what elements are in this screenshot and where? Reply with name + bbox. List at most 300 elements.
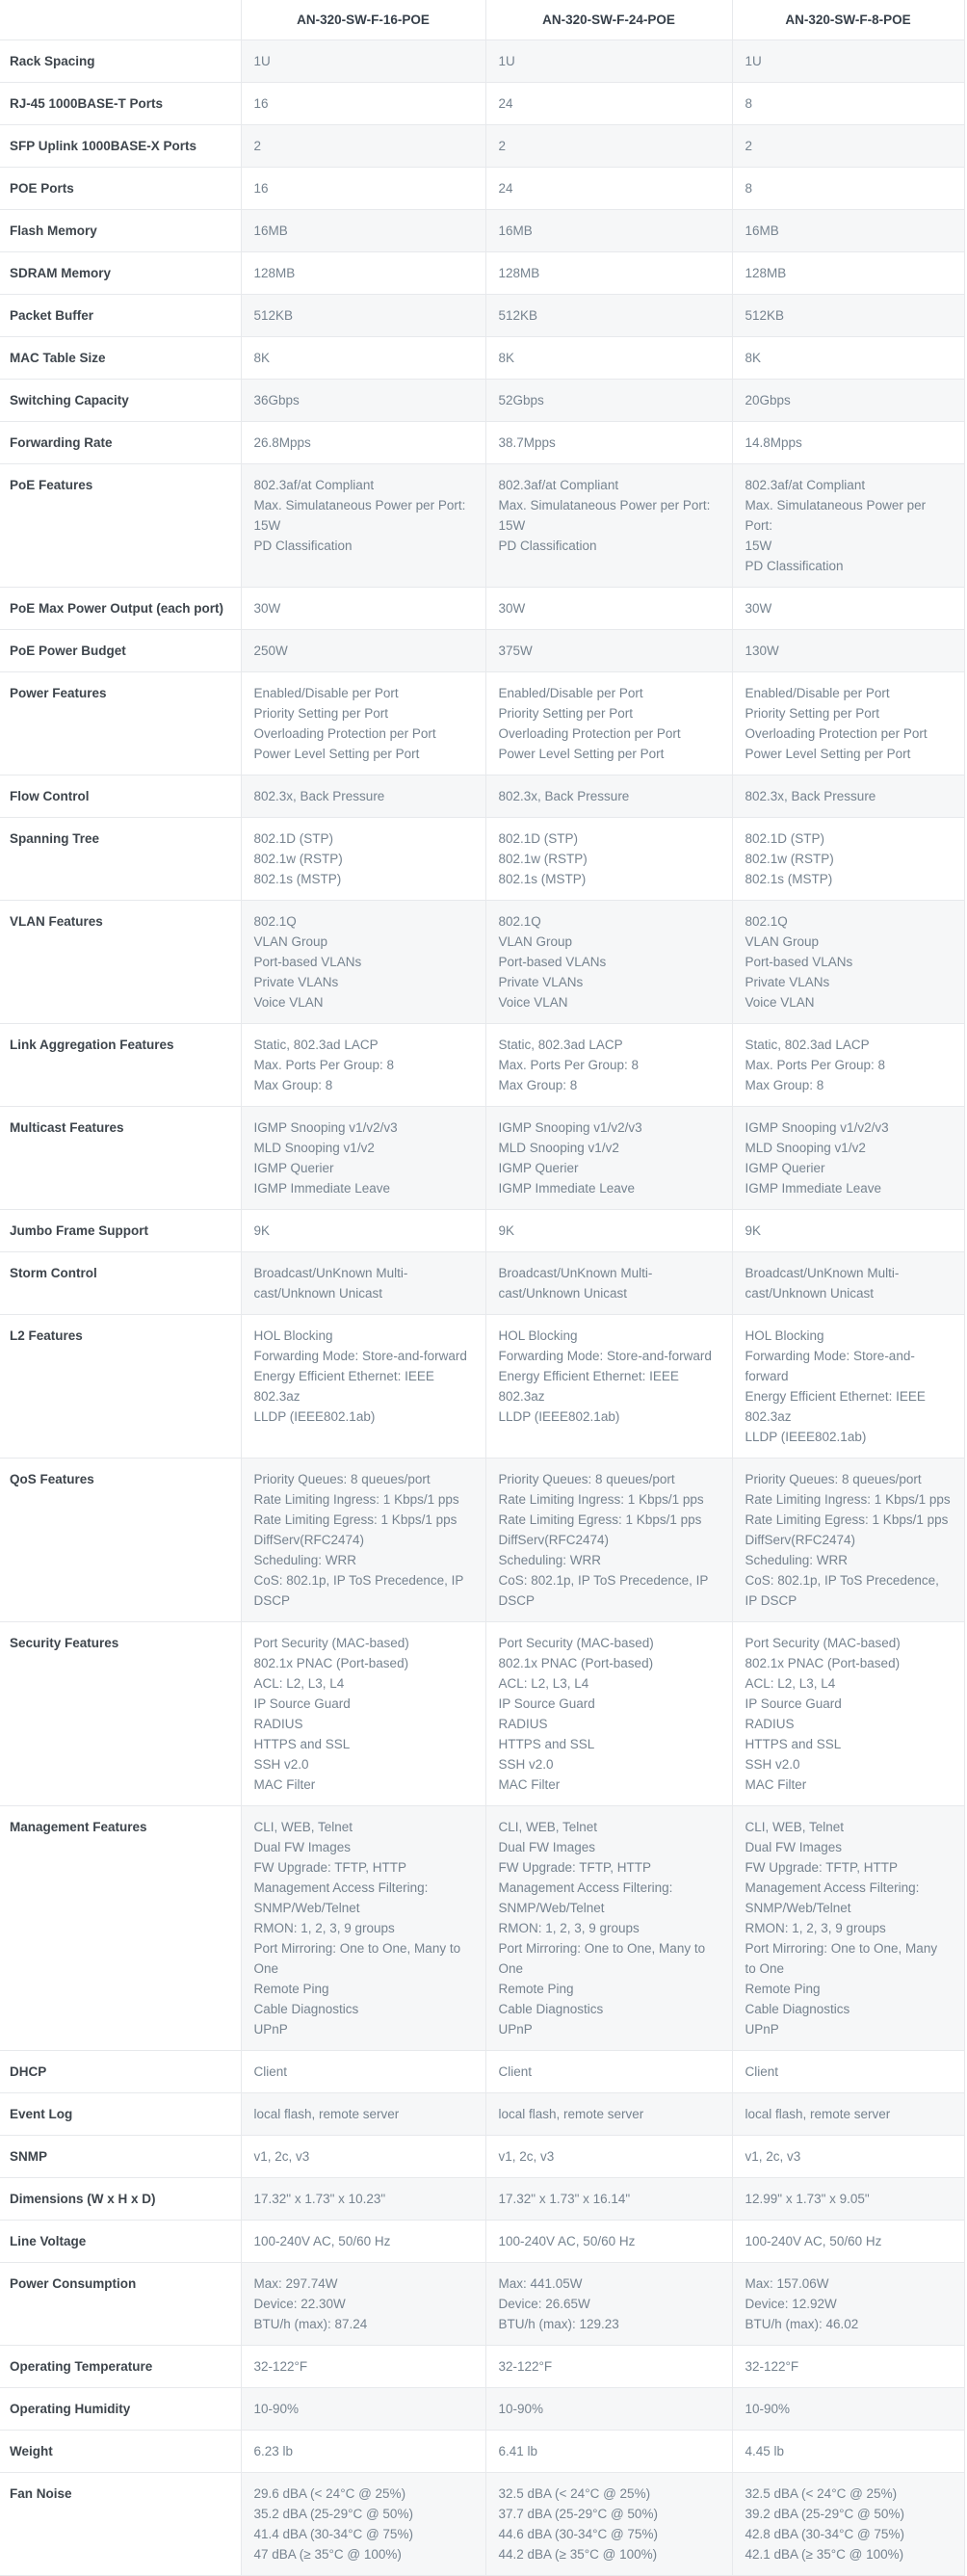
spec-cell-line: CoS: 802.1p, IP ToS Precedence, IP DSCP bbox=[498, 1573, 709, 1608]
spec-cell bbox=[241, 2346, 485, 2388]
row-label: POE Ports bbox=[0, 168, 241, 210]
spec-cell-line: SSH v2.0 bbox=[253, 1757, 309, 1772]
spec-cell bbox=[485, 1024, 732, 1107]
row-label: L2 Features bbox=[0, 1315, 241, 1459]
spec-cell-line: Device: 22.30W bbox=[253, 2297, 346, 2311]
spec-cell-line: Power Level Setting per Port bbox=[745, 747, 911, 761]
spec-cell-line: MLD Snooping v1/v2 bbox=[253, 1141, 375, 1155]
spec-cell-line: Priority Queues: 8 queues/port bbox=[745, 1472, 922, 1486]
row-label: Security Features bbox=[0, 1622, 241, 1806]
spec-cell bbox=[732, 2178, 964, 2221]
spec-cell bbox=[241, 1252, 485, 1315]
spec-cell-line: 8K bbox=[498, 351, 515, 365]
row-label: PoE Features bbox=[0, 464, 241, 588]
spec-cell-line: 20Gbps bbox=[745, 393, 791, 407]
spec-cell-line: ACL: L2, L3, L4 bbox=[498, 1676, 589, 1691]
spec-cell bbox=[485, 1252, 732, 1315]
spec-cell-line: HOL Blocking bbox=[498, 1328, 578, 1343]
spec-cell-line: 6.41 lb bbox=[498, 2444, 538, 2458]
spec-cell-line: 8K bbox=[253, 351, 271, 365]
row-label: PoE Power Budget bbox=[0, 630, 241, 672]
spec-cell-line: ACL: L2, L3, L4 bbox=[745, 1676, 836, 1691]
table-row bbox=[0, 672, 964, 775]
row-label: Operating Humidity bbox=[0, 2388, 241, 2431]
spec-cell-line: RADIUS bbox=[498, 1717, 548, 1731]
spec-cell-line: MAC Filter bbox=[498, 1777, 561, 1792]
table-row bbox=[0, 2051, 964, 2093]
spec-cell-line: DiffServ(RFC2474) bbox=[498, 1533, 610, 1547]
spec-cell-line: 512KB bbox=[745, 308, 785, 323]
spec-cell-line: Scheduling: WRR bbox=[745, 1553, 849, 1567]
spec-cell-line: Rate Limiting Egress: 1 Kbps/1 pps bbox=[498, 1512, 702, 1527]
spec-cell bbox=[732, 125, 964, 168]
row-label: Link Aggregation Features bbox=[0, 1024, 241, 1107]
spec-cell-line: 2 bbox=[745, 139, 753, 153]
spec-cell-line: local flash, remote server bbox=[745, 2107, 891, 2121]
spec-cell bbox=[732, 337, 964, 380]
row-label: Spanning Tree bbox=[0, 818, 241, 901]
row-label: RJ-45 1000BASE-T Ports bbox=[0, 83, 241, 125]
table-row bbox=[0, 2473, 964, 2576]
spec-cell-line: 8 bbox=[745, 181, 753, 196]
spec-cell-line: CoS: 802.1p, IP ToS Precedence, IP DSCP bbox=[253, 1573, 464, 1608]
row-label: VLAN Features bbox=[0, 901, 241, 1024]
spec-cell bbox=[241, 2431, 485, 2473]
spec-cell-line: Voice VLAN bbox=[253, 995, 324, 1010]
table-row bbox=[0, 210, 964, 252]
spec-cell-line: 35.2 dBA (25-29°C @ 50%) bbox=[253, 2507, 413, 2521]
spec-cell bbox=[485, 1315, 732, 1459]
spec-cell-line: Remote Ping bbox=[498, 1982, 574, 1996]
column-header: AN-320-SW-F-24-POE bbox=[485, 0, 732, 40]
spec-cell-line: 8 bbox=[745, 96, 753, 111]
spec-cell-line: IGMP Immediate Leave bbox=[498, 1181, 636, 1196]
spec-cell-line: Port Mirroring: One to One, Many to One bbox=[498, 1941, 706, 1976]
table-row bbox=[0, 2346, 964, 2388]
spec-cell bbox=[732, 252, 964, 295]
spec-cell-line: 14.8Mpps bbox=[745, 435, 802, 450]
spec-cell-line: 802.3af/at Compliant bbox=[745, 478, 866, 492]
spec-cell-line: IP Source Guard bbox=[745, 1696, 842, 1711]
spec-cell bbox=[485, 464, 732, 588]
spec-cell-line: Max Group: 8 bbox=[253, 1078, 333, 1092]
row-label: PoE Max Power Output (each port) bbox=[0, 588, 241, 630]
spec-cell bbox=[485, 83, 732, 125]
spec-cell bbox=[241, 2388, 485, 2431]
spec-cell-line: Rate Limiting Egress: 1 Kbps/1 pps bbox=[253, 1512, 457, 1527]
spec-cell-line: 44.2 dBA (≥ 35°C @ 100%) bbox=[498, 2547, 658, 2562]
row-label: MAC Table Size bbox=[0, 337, 241, 380]
spec-cell-line: VLAN Group bbox=[498, 934, 573, 949]
spec-cell-line: 802.3x, Back Pressure bbox=[498, 789, 630, 803]
row-label: SFP Uplink 1000BASE-X Ports bbox=[0, 125, 241, 168]
table-row bbox=[0, 630, 964, 672]
table-row bbox=[0, 125, 964, 168]
spec-cell-line: 24 bbox=[498, 96, 513, 111]
table-row bbox=[0, 40, 964, 83]
spec-cell-line: RADIUS bbox=[253, 1717, 303, 1731]
spec-cell bbox=[485, 2221, 732, 2263]
spec-cell-line: Port Security (MAC-based) bbox=[498, 1636, 654, 1650]
spec-cell-line: HOL Blocking bbox=[745, 1328, 824, 1343]
spec-cell-line: 512KB bbox=[253, 308, 294, 323]
spec-cell-line: Remote Ping bbox=[253, 1982, 329, 1996]
spec-cell-line: Rate Limiting Ingress: 1 Kbps/1 pps bbox=[253, 1492, 459, 1507]
table-row bbox=[0, 380, 964, 422]
spec-cell-line: PD Classification bbox=[745, 559, 844, 573]
spec-cell-line: 36Gbps bbox=[253, 393, 300, 407]
spec-cell-line: MLD Snooping v1/v2 bbox=[498, 1141, 619, 1155]
spec-cell bbox=[732, 630, 964, 672]
spec-cell-line: RADIUS bbox=[745, 1717, 795, 1731]
spec-cell-line: LLDP (IEEE802.1ab) bbox=[745, 1430, 867, 1444]
spec-cell bbox=[241, 1459, 485, 1622]
spec-cell-line: Max Group: 8 bbox=[745, 1078, 824, 1092]
spec-cell bbox=[241, 83, 485, 125]
spec-cell-line: 30W bbox=[498, 601, 526, 616]
spec-cell-line: Remote Ping bbox=[745, 1982, 821, 1996]
spec-cell-line: Port Security (MAC-based) bbox=[253, 1636, 409, 1650]
spec-cell bbox=[732, 1622, 964, 1806]
spec-cell-line: 128MB bbox=[498, 266, 540, 280]
spec-cell bbox=[485, 252, 732, 295]
spec-cell-line: BTU/h (max): 87.24 bbox=[253, 2317, 368, 2331]
spec-cell-line: 6.23 lb bbox=[253, 2444, 294, 2458]
spec-cell-line: 802.3af/at Compliant bbox=[253, 478, 375, 492]
spec-cell-line: Max. Ports Per Group: 8 bbox=[745, 1058, 886, 1072]
spec-cell bbox=[485, 210, 732, 252]
spec-cell-line: FW Upgrade: TFTP, HTTP bbox=[498, 1860, 652, 1875]
spec-cell bbox=[485, 1459, 732, 1622]
spec-cell-line: 802.1D (STP) bbox=[745, 831, 825, 846]
spec-cell-line: 1U bbox=[498, 54, 515, 68]
spec-cell-line: 16 bbox=[253, 96, 269, 111]
spec-cell-line: 802.1w (RSTP) bbox=[745, 852, 834, 866]
spec-cell bbox=[732, 83, 964, 125]
spec-cell bbox=[485, 2346, 732, 2388]
spec-cell-line: Priority Setting per Port bbox=[498, 706, 634, 721]
spec-cell-line: local flash, remote server bbox=[253, 2107, 400, 2121]
spec-cell bbox=[485, 775, 732, 818]
spec-cell-line: 16MB bbox=[498, 223, 533, 238]
spec-cell-line: Max: 157.06W bbox=[745, 2276, 829, 2291]
table-row bbox=[0, 1315, 964, 1459]
table-row bbox=[0, 1806, 964, 2051]
spec-cell-line: 32.5 dBA (< 24°C @ 25%) bbox=[745, 2486, 898, 2501]
spec-cell-line: 15W bbox=[745, 539, 772, 553]
spec-cell bbox=[241, 2093, 485, 2136]
spec-cell-line: 802.1Q bbox=[745, 914, 788, 929]
spec-cell-line: 16 bbox=[253, 181, 269, 196]
spec-cell-line: 802.1x PNAC (Port-based) bbox=[745, 1656, 901, 1670]
spec-cell-line: Static, 802.3ad LACP bbox=[745, 1038, 870, 1052]
spec-cell bbox=[241, 380, 485, 422]
spec-cell-line: RMON: 1, 2, 3, 9 groups bbox=[745, 1921, 886, 1935]
spec-cell bbox=[732, 40, 964, 83]
spec-cell-line: IGMP Snooping v1/v2/v3 bbox=[498, 1120, 642, 1135]
spec-cell-line: Scheduling: WRR bbox=[253, 1553, 357, 1567]
spec-cell-line: IP Source Guard bbox=[253, 1696, 351, 1711]
spec-cell bbox=[485, 168, 732, 210]
table-row bbox=[0, 1252, 964, 1315]
row-label: SNMP bbox=[0, 2136, 241, 2178]
spec-cell-line: 802.1w (RSTP) bbox=[498, 852, 588, 866]
spec-cell-line: Cable Diagnostics bbox=[745, 2002, 850, 2016]
spec-cell-line: 802.1x PNAC (Port-based) bbox=[253, 1656, 409, 1670]
spec-cell-line: 16MB bbox=[745, 223, 779, 238]
spec-cell-line: Overloading Protection per Port bbox=[745, 726, 928, 741]
spec-cell-line: 10-90% bbox=[498, 2402, 544, 2416]
spec-cell-line: HTTPS and SSL bbox=[498, 1737, 595, 1751]
row-label: Operating Temperature bbox=[0, 2346, 241, 2388]
spec-cell-line: Broadcast/UnKnown Multi-cast/Unknown Unicast bbox=[498, 1266, 653, 1301]
spec-cell-line: Cable Diagnostics bbox=[498, 2002, 604, 2016]
spec-cell-line: Management Access Filtering: SNMP/Web/Telnet bbox=[745, 1880, 920, 1915]
spec-cell bbox=[732, 2431, 964, 2473]
row-label: Flow Control bbox=[0, 775, 241, 818]
column-header: AN-320-SW-F-16-POE bbox=[241, 0, 485, 40]
spec-cell-line: 130W bbox=[745, 644, 779, 658]
spec-cell-line: Max. Simulataneous Power per Port: bbox=[498, 498, 711, 513]
spec-cell-line: 4.45 lb bbox=[745, 2444, 785, 2458]
spec-cell bbox=[241, 2263, 485, 2346]
spec-cell bbox=[732, 2473, 964, 2576]
spec-cell-line: Broadcast/UnKnown Multi-cast/Unknown Unicast bbox=[745, 1266, 900, 1301]
spec-cell bbox=[732, 1315, 964, 1459]
row-label: Multicast Features bbox=[0, 1107, 241, 1210]
spec-cell bbox=[241, 588, 485, 630]
spec-cell-line: Port-based VLANs bbox=[253, 955, 362, 969]
spec-cell bbox=[241, 901, 485, 1024]
spec-cell-line: 802.1w (RSTP) bbox=[253, 852, 343, 866]
spec-cell-line: MAC Filter bbox=[745, 1777, 807, 1792]
spec-cell-line: 100-240V AC, 50/60 Hz bbox=[745, 2234, 882, 2248]
spec-cell-line: RMON: 1, 2, 3, 9 groups bbox=[498, 1921, 640, 1935]
spec-cell bbox=[241, 2051, 485, 2093]
spec-cell-line: MLD Snooping v1/v2 bbox=[745, 1141, 866, 1155]
spec-cell bbox=[485, 2136, 732, 2178]
spec-cell bbox=[732, 464, 964, 588]
spec-cell bbox=[241, 125, 485, 168]
spec-cell bbox=[241, 1806, 485, 2051]
spec-cell bbox=[732, 2346, 964, 2388]
spec-cell bbox=[485, 380, 732, 422]
spec-cell-line: Rate Limiting Ingress: 1 Kbps/1 pps bbox=[745, 1492, 951, 1507]
spec-cell bbox=[241, 2221, 485, 2263]
spec-cell-line: Port-based VLANs bbox=[498, 955, 607, 969]
spec-cell-line: 30W bbox=[253, 601, 281, 616]
spec-cell-line: Forwarding Mode: Store-and-forward bbox=[745, 1349, 915, 1383]
spec-cell-line: 1U bbox=[745, 54, 762, 68]
spec-cell-line: 52Gbps bbox=[498, 393, 544, 407]
spec-cell bbox=[485, 672, 732, 775]
table-row bbox=[0, 422, 964, 464]
spec-cell bbox=[485, 2388, 732, 2431]
spec-cell-line: 9K bbox=[253, 1223, 271, 1238]
spec-cell-line: Port-based VLANs bbox=[745, 955, 853, 969]
row-label: Power Consumption bbox=[0, 2263, 241, 2346]
spec-cell-line: IGMP Querier bbox=[745, 1161, 825, 1175]
spec-cell-line: Management Access Filtering: SNMP/Web/Telnet bbox=[253, 1880, 429, 1915]
table-row bbox=[0, 2136, 964, 2178]
spec-cell-line: LLDP (IEEE802.1ab) bbox=[498, 1409, 620, 1424]
table-row bbox=[0, 1210, 964, 1252]
spec-cell-line: Client bbox=[745, 2064, 779, 2079]
spec-cell-line: IGMP Immediate Leave bbox=[745, 1181, 882, 1196]
spec-cell bbox=[241, 1315, 485, 1459]
spec-cell bbox=[732, 1252, 964, 1315]
spec-cell-line: Voice VLAN bbox=[498, 995, 568, 1010]
spec-cell-line: 802.3x, Back Pressure bbox=[253, 789, 385, 803]
spec-cell-line: 17.32" x 1.73" x 16.14" bbox=[498, 2192, 631, 2206]
spec-cell bbox=[241, 295, 485, 337]
row-label: Dimensions (W x H x D) bbox=[0, 2178, 241, 2221]
spec-cell-line: v1, 2c, v3 bbox=[253, 2149, 310, 2164]
spec-cell-line: v1, 2c, v3 bbox=[498, 2149, 555, 2164]
table-row bbox=[0, 2388, 964, 2431]
spec-cell bbox=[732, 2221, 964, 2263]
spec-cell-line: CLI, WEB, Telnet bbox=[745, 1820, 845, 1834]
spec-cell-line: Static, 802.3ad LACP bbox=[253, 1038, 379, 1052]
spec-cell-line: Max. Ports Per Group: 8 bbox=[498, 1058, 640, 1072]
spec-cell bbox=[485, 1107, 732, 1210]
spec-cell bbox=[732, 2388, 964, 2431]
spec-cell bbox=[732, 2136, 964, 2178]
column-header: AN-320-SW-F-8-POE bbox=[732, 0, 964, 40]
spec-cell-line: Max: 441.05W bbox=[498, 2276, 583, 2291]
spec-cell-line: 15W bbox=[498, 518, 526, 533]
spec-cell-line: Max. Ports Per Group: 8 bbox=[253, 1058, 395, 1072]
table-row bbox=[0, 2431, 964, 2473]
table-row bbox=[0, 818, 964, 901]
spec-cell-line: 512KB bbox=[498, 308, 538, 323]
spec-cell-line: v1, 2c, v3 bbox=[745, 2149, 801, 2164]
spec-cell-line: Port Mirroring: One to One, Many to One bbox=[253, 1941, 461, 1976]
row-label: DHCP bbox=[0, 2051, 241, 2093]
spec-cell-line: Power Level Setting per Port bbox=[498, 747, 665, 761]
table-body bbox=[0, 40, 964, 2576]
spec-cell-line: 100-240V AC, 50/60 Hz bbox=[253, 2234, 391, 2248]
spec-cell bbox=[485, 2263, 732, 2346]
spec-cell-line: 375W bbox=[498, 644, 533, 658]
spec-cell-line: PD Classification bbox=[498, 539, 597, 553]
spec-cell-line: IGMP Querier bbox=[498, 1161, 579, 1175]
spec-cell bbox=[732, 818, 964, 901]
row-label: QoS Features bbox=[0, 1459, 241, 1622]
spec-cell bbox=[241, 210, 485, 252]
spec-cell-line: Max. Simulataneous Power per Port: bbox=[745, 498, 927, 533]
spec-cell bbox=[485, 2093, 732, 2136]
spec-cell-line: Port Security (MAC-based) bbox=[745, 1636, 901, 1650]
spec-cell bbox=[485, 818, 732, 901]
table-row bbox=[0, 901, 964, 1024]
spec-cell-line: IP Source Guard bbox=[498, 1696, 595, 1711]
spec-cell-line: Static, 802.3ad LACP bbox=[498, 1038, 623, 1052]
spec-cell bbox=[485, 2431, 732, 2473]
spec-cell bbox=[732, 295, 964, 337]
table-row bbox=[0, 83, 964, 125]
spec-cell bbox=[241, 2473, 485, 2576]
table-row bbox=[0, 2178, 964, 2221]
spec-cell-line: 32.5 dBA (< 24°C @ 25%) bbox=[498, 2486, 651, 2501]
spec-cell-line: BTU/h (max): 46.02 bbox=[745, 2317, 859, 2331]
spec-cell bbox=[732, 775, 964, 818]
spec-cell-line: Rate Limiting Egress: 1 Kbps/1 pps bbox=[745, 1512, 949, 1527]
spec-cell-line: Private VLANs bbox=[745, 975, 830, 989]
spec-cell bbox=[485, 295, 732, 337]
row-label: Power Features bbox=[0, 672, 241, 775]
spec-cell bbox=[732, 422, 964, 464]
table-header bbox=[0, 0, 964, 40]
spec-cell-line: Port Mirroring: One to One, Many to One bbox=[745, 1941, 938, 1976]
spec-cell-line: Power Level Setting per Port bbox=[253, 747, 420, 761]
spec-cell-line: 128MB bbox=[253, 266, 296, 280]
spec-cell-line: 15W bbox=[253, 518, 281, 533]
spec-cell bbox=[241, 1210, 485, 1252]
spec-cell-line: 44.6 dBA (30-34°C @ 75%) bbox=[498, 2527, 658, 2541]
spec-cell-line: Energy Efficient Ethernet: IEEE 802.3az bbox=[745, 1389, 926, 1424]
table-row bbox=[0, 775, 964, 818]
row-label: Packet Buffer bbox=[0, 295, 241, 337]
table-row bbox=[0, 2263, 964, 2346]
spec-cell bbox=[732, 2093, 964, 2136]
spec-cell-line: IGMP Querier bbox=[253, 1161, 334, 1175]
row-label: SDRAM Memory bbox=[0, 252, 241, 295]
spec-cell-line: 12.99" x 1.73" x 9.05" bbox=[745, 2192, 870, 2206]
row-label: Event Log bbox=[0, 2093, 241, 2136]
spec-cell bbox=[485, 2051, 732, 2093]
spec-cell-line: UPnP bbox=[498, 2022, 533, 2037]
spec-cell bbox=[732, 1024, 964, 1107]
row-label: Jumbo Frame Support bbox=[0, 1210, 241, 1252]
spec-cell bbox=[241, 422, 485, 464]
spec-cell bbox=[732, 1107, 964, 1210]
spec-cell-line: 100-240V AC, 50/60 Hz bbox=[498, 2234, 636, 2248]
row-label: Forwarding Rate bbox=[0, 422, 241, 464]
spec-cell bbox=[241, 168, 485, 210]
spec-cell-line: 16MB bbox=[253, 223, 288, 238]
row-label: Management Features bbox=[0, 1806, 241, 2051]
table-row bbox=[0, 464, 964, 588]
spec-cell bbox=[485, 40, 732, 83]
spec-cell-line: Dual FW Images bbox=[498, 1840, 596, 1854]
spec-cell-line: Management Access Filtering: SNMP/Web/Telnet bbox=[498, 1880, 673, 1915]
spec-cell-line: FW Upgrade: TFTP, HTTP bbox=[745, 1860, 899, 1875]
spec-cell bbox=[485, 630, 732, 672]
spec-cell-line: 802.1s (MSTP) bbox=[745, 872, 833, 886]
row-label: Line Voltage bbox=[0, 2221, 241, 2263]
spec-cell-line: Enabled/Disable per Port bbox=[745, 686, 890, 700]
spec-cell bbox=[732, 1459, 964, 1622]
spec-cell bbox=[241, 672, 485, 775]
spec-cell-line: Priority Queues: 8 queues/port bbox=[253, 1472, 431, 1486]
spec-cell-line: 32-122°F bbox=[498, 2359, 553, 2374]
spec-cell bbox=[485, 422, 732, 464]
spec-cell bbox=[241, 252, 485, 295]
spec-cell-line: Energy Efficient Ethernet: IEEE 802.3az bbox=[253, 1369, 434, 1404]
row-label: Weight bbox=[0, 2431, 241, 2473]
spec-cell-line: 2 bbox=[253, 139, 262, 153]
spec-cell-line: 802.1x PNAC (Port-based) bbox=[498, 1656, 654, 1670]
spec-cell-line: UPnP bbox=[745, 2022, 779, 2037]
table-row bbox=[0, 168, 964, 210]
spec-cell-line: Device: 26.65W bbox=[498, 2297, 590, 2311]
spec-cell-line: 8K bbox=[745, 351, 762, 365]
spec-cell bbox=[732, 901, 964, 1024]
spec-cell-line: FW Upgrade: TFTP, HTTP bbox=[253, 1860, 407, 1875]
spec-cell-line: CoS: 802.1p, IP ToS Precedence, IP DSCP bbox=[745, 1573, 939, 1608]
spec-cell-line: 128MB bbox=[745, 266, 787, 280]
